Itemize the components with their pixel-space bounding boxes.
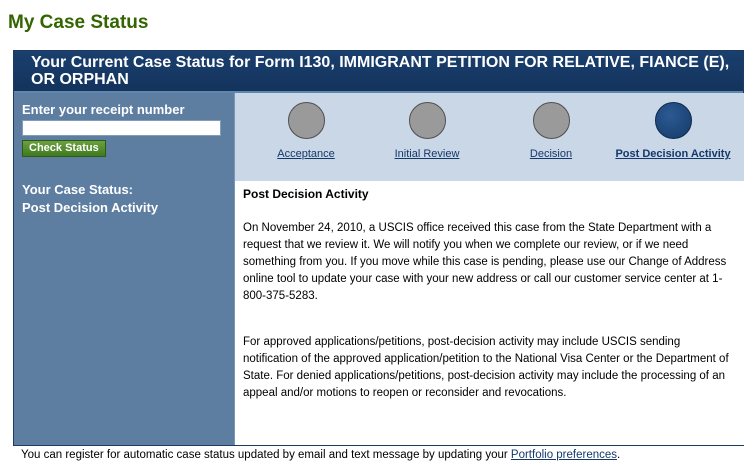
case-status-label: Your Case Status: xyxy=(22,182,134,197)
step-initial-review[interactable] xyxy=(367,102,487,160)
step-link-acceptance[interactable]: Acceptance xyxy=(277,148,335,160)
step-circle-icon xyxy=(409,102,446,139)
page-title: My Case Status xyxy=(8,12,149,33)
step-post-decision-activity[interactable] xyxy=(613,102,733,160)
step-link-initial-review[interactable]: Initial Review xyxy=(394,148,460,160)
step-decision[interactable] xyxy=(491,102,611,160)
step-circle-icon xyxy=(533,102,570,139)
step-link-decision[interactable]: Decision xyxy=(529,148,573,160)
receipt-number-input[interactable] xyxy=(22,120,221,136)
status-paragraph: For approved applications/petitions, post-decision activity may include USCIS sending notification of the approved application/petition to the National Visa Center or the Department of State. For denied applications/petitions, post-decision activity may include the processing of an appeal and/or motions to reopen or reconsider and revocations. xyxy=(243,336,729,399)
case-status-value: Post Decision Activity xyxy=(22,200,159,215)
step-circle-icon xyxy=(288,102,325,139)
status-detail xyxy=(235,181,744,445)
step-circle-active-icon xyxy=(655,102,692,139)
footer-note xyxy=(21,449,620,461)
main-content xyxy=(234,93,744,445)
check-status-button[interactable]: Check Status xyxy=(22,140,106,157)
case-status-panel xyxy=(13,50,744,446)
step-acceptance[interactable] xyxy=(246,102,366,160)
status-detail-title: Post Decision Activity xyxy=(243,187,369,201)
portfolio-preferences-link[interactable]: Portfolio preferences xyxy=(510,449,618,461)
panel-header-title: Your Current Case Status for Form I130, IMMIGRANT PETITION FOR RELATIVE, FIANCE (E), OR ORPHAN xyxy=(31,54,730,88)
receipt-label: Enter your receipt number xyxy=(22,102,185,117)
step-link-post-decision-activity[interactable]: Post Decision Activity xyxy=(615,148,731,160)
status-paragraph: On November 24, 2010, a USCIS office received this case from the State Department with a request that we review it. We will notify you when we complete our review, or if we need something from you. If you move while this case is pending, please use our Change of Address online tool to update your case with your new address or call our customer service center at 1-800-375-5283. xyxy=(243,222,727,302)
footer-suffix: . xyxy=(617,449,621,461)
sidebar xyxy=(14,93,234,445)
footer-text: You can register for automatic case status updated by email and text message by updating your xyxy=(21,449,508,461)
panel-header xyxy=(14,51,743,93)
